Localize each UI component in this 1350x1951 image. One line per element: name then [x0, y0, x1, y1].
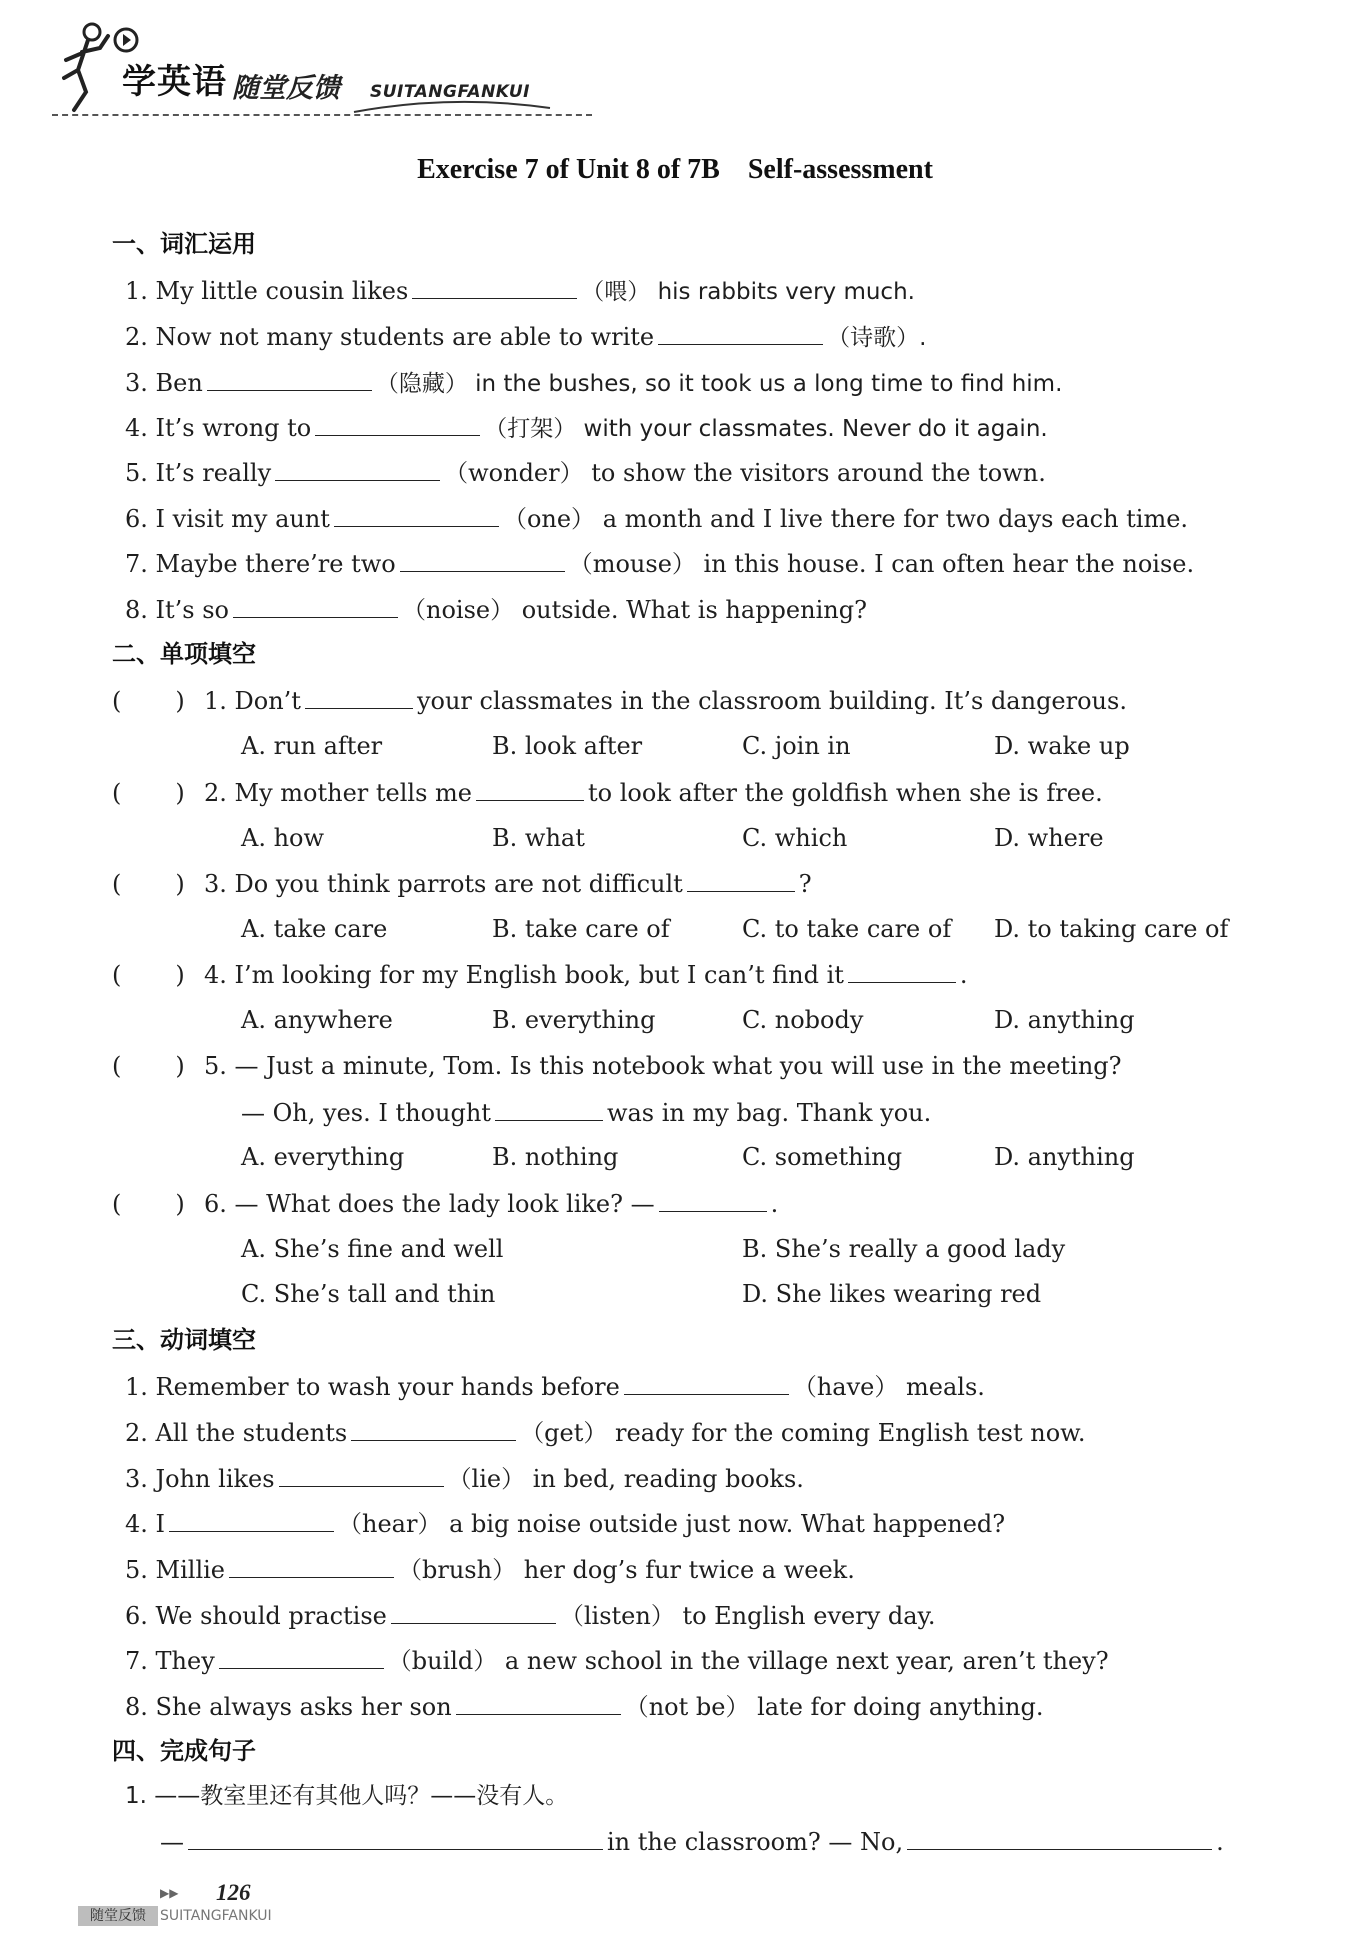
- mc-option[interactable]: B. take care of: [492, 915, 670, 943]
- page-number: 126: [216, 1880, 251, 1905]
- vocab-item-2: 2. Now not many students are able to write （诗歌）.: [125, 320, 926, 354]
- mc-option[interactable]: B. She’s really a good lady: [742, 1235, 1066, 1263]
- answer-blank: [495, 1096, 603, 1121]
- vocab-item-4: 4. It’s wrong to （打架） with your classmates. Never do it again.: [125, 411, 1048, 445]
- section-heading-vocab: 一、词汇运用: [112, 230, 256, 258]
- section-heading-mc: 二、单项填空: [112, 640, 256, 668]
- answer-blank: [476, 776, 584, 801]
- mc-option[interactable]: C. join in: [742, 732, 851, 760]
- mc-option[interactable]: B. look after: [492, 732, 643, 760]
- mc-option[interactable]: D. She likes wearing red: [742, 1280, 1042, 1308]
- complete-item-1-answer: — in the classroom? — No, .: [160, 1825, 1224, 1858]
- mc-option[interactable]: D. anything: [994, 1006, 1135, 1034]
- answer-blank[interactable]: [412, 274, 577, 299]
- answer-blank[interactable]: [658, 320, 823, 345]
- mc-question-5-reply: — Oh, yes. I thought was in my bag. Thank you.: [241, 1096, 931, 1129]
- mc-option[interactable]: B. what: [492, 824, 585, 852]
- answer-blank[interactable]: [169, 1507, 334, 1532]
- brand-en: SUITANGFANKUI: [370, 82, 530, 102]
- answer-blank[interactable]: [229, 1553, 394, 1578]
- answer-blank[interactable]: [391, 1599, 556, 1624]
- section-heading-complete: 四、完成句子: [112, 1737, 256, 1765]
- vocab-item-1: 1. My little cousin likes （喂） his rabbits very much.: [125, 274, 915, 308]
- mc-question-4: ( ) 4. I’m looking for my English book, but I can’t find it .: [112, 958, 968, 991]
- mc-option[interactable]: A. anywhere: [241, 1006, 393, 1034]
- mc-option[interactable]: B. everything: [492, 1006, 656, 1034]
- brand-cn-sub: 随堂反馈: [232, 73, 340, 104]
- answer-blank: [305, 684, 413, 709]
- answer-blank: [687, 867, 795, 892]
- vocab-item-5: 5. It’s really （wonder） to show the visitors around the town.: [125, 456, 1046, 489]
- mc-option[interactable]: D. anything: [994, 1143, 1135, 1171]
- page-arrows-icon: ▶▶: [160, 1886, 179, 1900]
- verb-item-1: 1. Remember to wash your hands before （have） meals.: [125, 1370, 985, 1403]
- play-icon: [112, 26, 140, 54]
- mc-option[interactable]: C. She’s tall and thin: [241, 1280, 496, 1308]
- title-self-assessment: Self-assessment: [747, 154, 933, 185]
- brand-cn: 学英语: [122, 62, 227, 102]
- mc-question-5: ( ) 5. — Just a minute, Tom. Is this notebook what you will use in the meeting?: [112, 1052, 1122, 1080]
- verb-item-3: 3. John likes （lie） in bed, reading books.: [125, 1462, 804, 1495]
- answer-bracket[interactable]: ( ): [112, 1190, 185, 1218]
- mc-question-6: ( ) 6. — What does the lady look like? — .: [112, 1187, 778, 1220]
- mc-option[interactable]: A. take care: [241, 915, 388, 943]
- verb-item-2: 2. All the students （get） ready for the coming English test now.: [125, 1416, 1085, 1449]
- mc-option[interactable]: A. She’s fine and well: [241, 1235, 504, 1263]
- verb-item-8: 8. She always asks her son （not be） late for doing anything.: [125, 1690, 1043, 1723]
- complete-item-1-prompt: 1. ——教室里还有其他人吗？——没有人。: [125, 1783, 569, 1809]
- verb-item-6: 6. We should practise （listen） to English every day.: [125, 1599, 936, 1632]
- mc-option[interactable]: C. nobody: [742, 1006, 864, 1034]
- mc-option[interactable]: B. nothing: [492, 1143, 619, 1171]
- answer-blank[interactable]: [334, 502, 499, 527]
- vocab-item-7: 7. Maybe there’re two （mouse） in this house. I can often hear the noise.: [125, 547, 1194, 580]
- mc-option[interactable]: A. run after: [241, 732, 383, 760]
- answer-bracket[interactable]: ( ): [112, 779, 185, 807]
- verb-item-7: 7. They （build） a new school in the village next year, aren’t they?: [125, 1644, 1109, 1677]
- footer-label-cn: 随堂反馈: [78, 1906, 158, 1926]
- answer-blank[interactable]: [315, 411, 480, 436]
- verb-item-4: 4. I （hear） a big noise outside just now. What happened?: [125, 1507, 1005, 1540]
- verb-item-5: 5. Millie （brush） her dog’s fur twice a week.: [125, 1553, 855, 1586]
- section-heading-verbs: 三、动词填空: [112, 1326, 256, 1354]
- vocab-item-8: 8. It’s so （noise） outside. What is happening?: [125, 593, 867, 626]
- header-divider: [52, 114, 592, 116]
- mc-question-2: ( ) 2. My mother tells me to look after the goldfish when she is free.: [112, 776, 1103, 809]
- answer-blank[interactable]: [275, 456, 440, 481]
- answer-blank: [848, 958, 956, 983]
- answer-bracket[interactable]: ( ): [112, 687, 185, 715]
- mc-option[interactable]: C. to take care of: [742, 915, 952, 943]
- answer-blank: [659, 1187, 767, 1212]
- footer-label-en: SUITANGFANKUI: [160, 1908, 272, 1924]
- answer-blank[interactable]: [624, 1370, 789, 1395]
- mc-option[interactable]: A. how: [241, 824, 325, 852]
- answer-blank[interactable]: [188, 1825, 603, 1850]
- answer-blank[interactable]: [279, 1462, 444, 1487]
- title-exercise: Exercise 7 of Unit 8 of 7B: [417, 154, 720, 185]
- answer-blank[interactable]: [219, 1644, 384, 1669]
- mc-option[interactable]: C. something: [742, 1143, 903, 1171]
- answer-blank[interactable]: [351, 1416, 516, 1441]
- vocab-item-6: 6. I visit my aunt （one） a month and I live there for two days each time.: [125, 502, 1188, 535]
- mc-option[interactable]: D. where: [994, 824, 1104, 852]
- mc-question-3: ( ) 3. Do you think parrots are not difficult ?: [112, 867, 812, 900]
- answer-blank[interactable]: [207, 366, 372, 391]
- answer-bracket[interactable]: ( ): [112, 1052, 185, 1080]
- mc-option[interactable]: A. everything: [241, 1143, 405, 1171]
- mc-option[interactable]: D. wake up: [994, 732, 1130, 760]
- mc-option[interactable]: C. which: [742, 824, 848, 852]
- page-title: [0, 154, 1350, 186]
- answer-bracket[interactable]: ( ): [112, 870, 185, 898]
- answer-bracket[interactable]: ( ): [112, 961, 185, 989]
- mc-option[interactable]: D. to taking care of: [994, 915, 1229, 943]
- answer-blank[interactable]: [233, 593, 398, 618]
- header-logo: [52, 18, 612, 128]
- answer-blank[interactable]: [456, 1690, 621, 1715]
- answer-blank[interactable]: [400, 547, 565, 572]
- answer-blank[interactable]: [907, 1825, 1212, 1850]
- mc-question-1: ( ) 1. Don’t your classmates in the classroom building. It’s dangerous.: [112, 684, 1127, 717]
- vocab-item-3: 3. Ben （隐藏） in the bushes, so it took us a long time to find him.: [125, 366, 1062, 400]
